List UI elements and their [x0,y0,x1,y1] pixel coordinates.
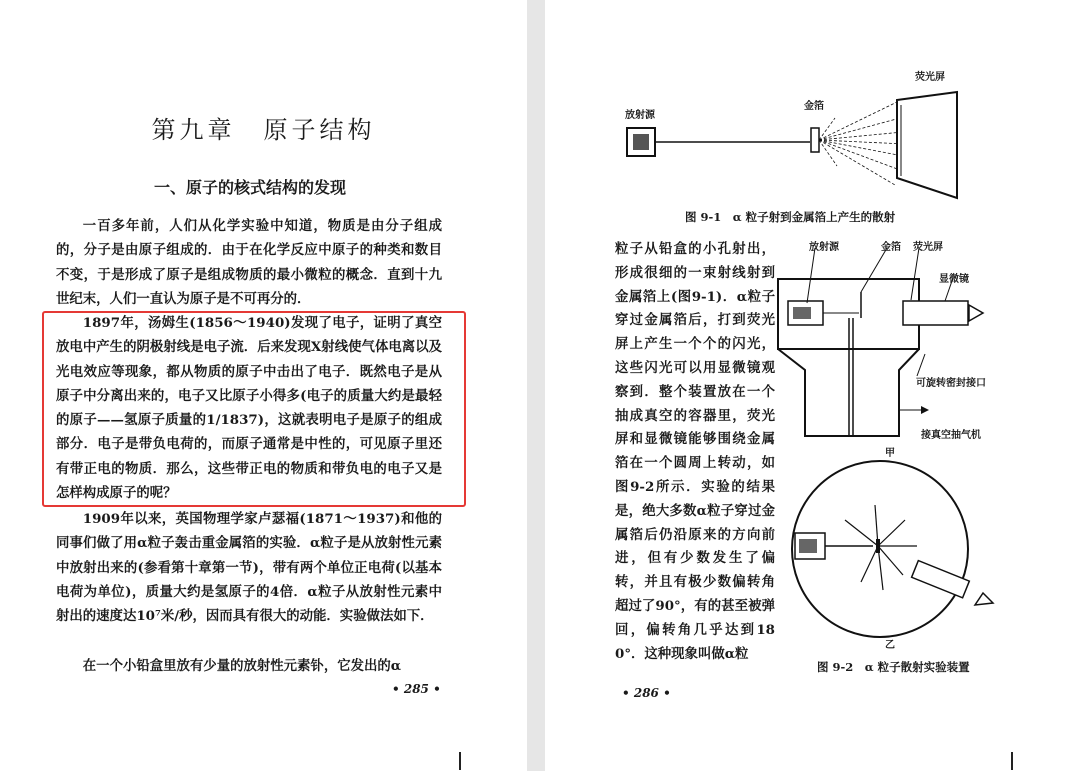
page-edge-mark [459,752,461,770]
paragraph-3: 1909年以来，英国物理学家卢瑟福(1871～1937)和他的同事们做了用α粒子轰击重金属箔的实验．α粒子是从放射性元素中放射出来的(参看第十章第一节)，带有两个单位正电荷(以基本电荷为单位)，质量大约是氢原子的4倍．α粒子从放射性元素中射出的速度达10⁷米/秒，因而具有很大的动能．实验做法如下． [56,511,442,625]
fig2-microscope-label: 显微镜 [939,274,969,285]
page-number-left: • 285 • [392,682,441,696]
fig2-foil-label: 金箔 [881,242,901,253]
fig1-source-label: 放射源 [625,110,655,121]
fig2-source-label: 放射源 [809,242,839,253]
fig2-part-yi-label: 乙 [885,640,895,651]
selection-highlight-box[interactable] [42,311,466,507]
page-gutter [527,0,545,771]
paragraph-1: 一百多年前，人们从化学实验中知道，物质是由分子组成的，分子是由原子组成的．由于在化学反应中原子的种类和数目不变，于是形成了原子是组成物质的最小微粒的概念．直到十九世纪末，人们一直认为原子是不可再分的． [56,218,442,307]
section-title: 一、原子的核式结构的发现 [153,178,346,197]
fig2-part-jia-label: 甲 [885,448,895,459]
paragraph-2: 1897年，汤姆生(1856～1940)发现了电子，证明了真空放电中产生的阴极射线是电子流．后来发现X射线使气体电离以及光电效应等现象，都从物质的原子中击出了电子．既然电子是从原子中分离出来的，电子又比原子小得多(电子的质量大约是最轻的原子——氢原子质量的1/1837)，这就表明电子是原子的组成部分．电子是带负电荷的，而原子通常是中性的，可见原子里还有带正电的物质．那么，这些带正电的物质和带负电的电子又是怎样构成原子的呢？ [56,315,442,502]
fig2-vacuum-label: 接真空抽气机 [921,430,981,441]
chapter-title: 第九章 原子结构 [151,116,376,144]
page-number-right: • 286 • [622,686,671,700]
left-page [0,0,527,771]
fig2-screen-label: 荧光屏 [913,242,943,253]
right-body-text: 粒子从铅盒的小孔射出，形成很细的一束射线射到金属箔上(图9-1)．α粒子穿过金属箔后，打到荧光屏上产生一个个的闪光，这些闪光可以用显微镜观察到．整个装置放在一个抽成真空的容器里，荧光屏和显微镜能够围绕金属箔在一个圆周上转动，如图9-2所示．实验的结果是，绝大多数α粒子穿过金属箔后仍沿原来的方向前进，但有少数发生了偏转，并且有极少数偏转角超过了90°，有的甚至被弹回，偏转角几乎达到180°．这种现象叫做α粒 [615,241,775,662]
fig1-caption: 图 9-1 α 粒子射到金属箔上产生的散射 [685,210,896,224]
fig1-foil-label: 金箔 [804,101,824,112]
fig1-screen-label: 荧光屏 [915,72,945,83]
fig2-joint-label: 可旋转密封接口 [916,378,986,389]
fig2-caption: 图 9-2 α 粒子散射实验装置 [817,660,970,674]
right-page [545,0,1080,771]
page-edge-mark [1011,752,1013,770]
paragraph-4: 在一个小铅盒里放有少量的放射性元素钋，它发出的α [82,658,402,674]
